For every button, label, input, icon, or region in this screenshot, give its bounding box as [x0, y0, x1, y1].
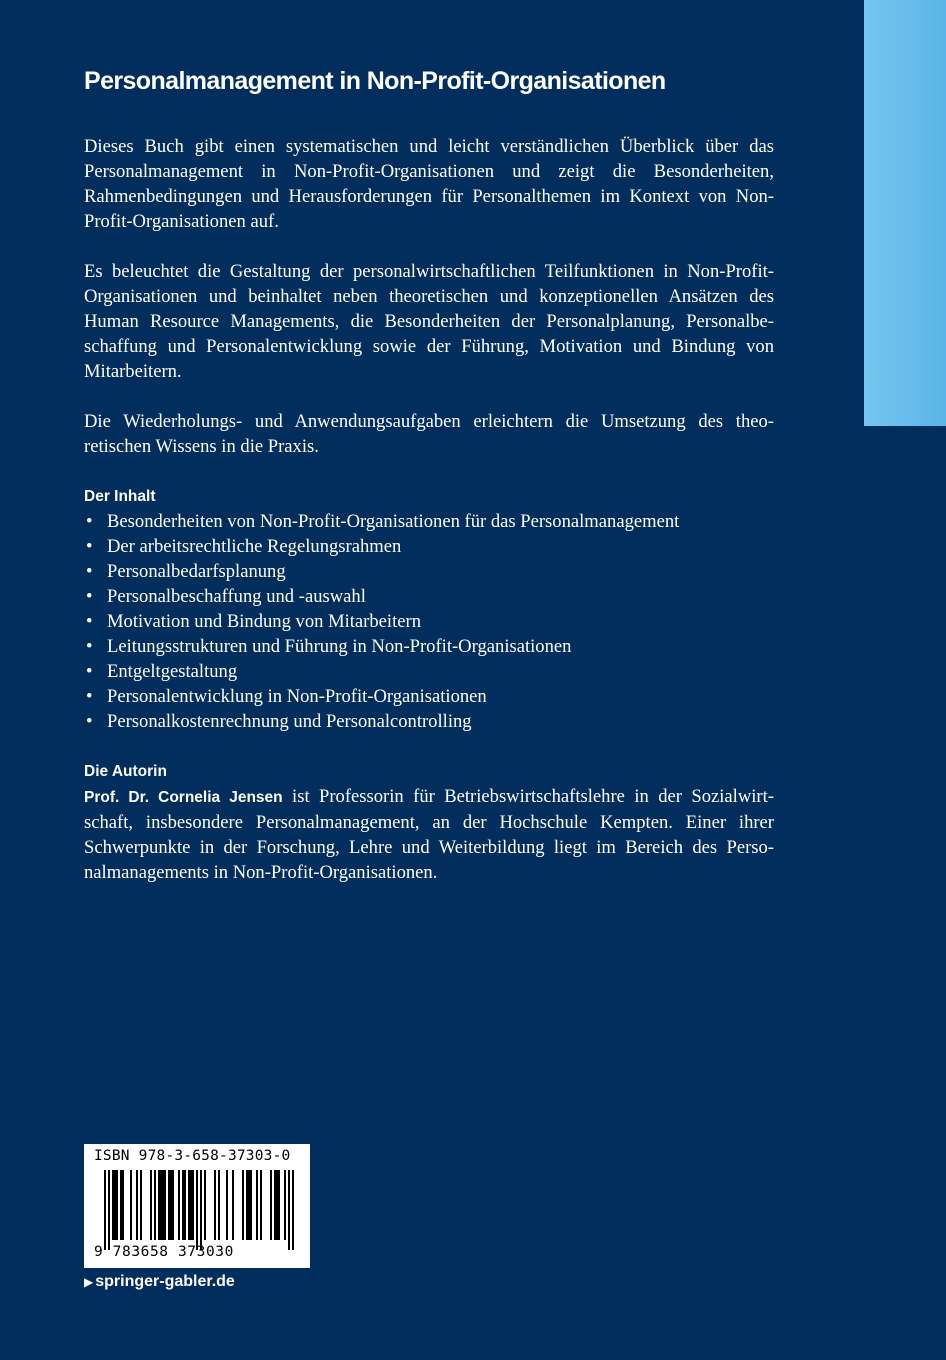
- barcode-bar: [158, 1170, 160, 1240]
- author-name: Prof. Dr. Cornelia Jensen: [84, 789, 283, 806]
- barcode-bar: [130, 1170, 132, 1240]
- barcode-bar: [122, 1170, 124, 1240]
- list-item: • Personalkostenrechnung und Personalcontrolling: [86, 711, 472, 732]
- barcode-bar: [246, 1170, 248, 1240]
- author-heading: Die Autorin: [84, 763, 167, 780]
- list-item: • Leitungsstrukturen und Führung in Non-Profit-Organisationen: [86, 636, 572, 657]
- contents-list: [84, 509, 774, 734]
- barcode-bar: [114, 1170, 116, 1240]
- barcode-bar: [242, 1170, 244, 1240]
- bullet-icon: •: [86, 586, 93, 607]
- barcode-bar: [284, 1170, 286, 1240]
- barcode-bar: [108, 1170, 110, 1250]
- list-item: • Personalbeschaffung und -auswahl: [86, 586, 366, 607]
- barcode-bar: [116, 1170, 118, 1240]
- list-item: • Personalentwicklung in Non-Profit-Organisationen: [86, 686, 487, 707]
- description-paragraph-1: Dieses Buch gibt einen systematischen und leicht verständlichen Überblick über das Personalmanagement in Non-Profit-Organisationen und zeigt die Besonderheiten, Rahmenbedingungen und Herausforderungen für Personalthemen im Kontext von Non-Profit-Organisationen auf.: [84, 136, 774, 232]
- barcode-bar: [178, 1170, 180, 1240]
- list-item: • Motivation und Bindung von Mitarbeitern: [86, 611, 421, 632]
- barcode-bar: [104, 1170, 106, 1250]
- barcode-bar: [162, 1170, 164, 1240]
- accent-bar: [864, 0, 946, 426]
- isbn-barcode: [84, 1144, 310, 1268]
- barcode-bar: [276, 1170, 278, 1240]
- barcode-bar: [214, 1170, 216, 1240]
- description-paragraph-2: Es beleuchtet die Gestaltung der personalwirtschaftlichen Teilfunktionen in Non-Profit-Organisationen und beinhaltet neben theoretischen und konzeptionellen Ansätzen des Human Resource Managements, die Besonderheiten der Personalplanung, Personalbe-schaffung und Personalentwicklung sowie der Führung, Motivation und Bindung von Mitarbeitern.: [84, 261, 774, 382]
- bullet-icon: •: [86, 611, 93, 632]
- barcode-bar: [196, 1170, 198, 1250]
- barcode-bar: [154, 1170, 156, 1240]
- barcode-bar: [288, 1170, 290, 1250]
- barcode-bar: [170, 1170, 172, 1240]
- bullet-icon: •: [86, 511, 93, 532]
- barcode-bar: [256, 1170, 258, 1240]
- bullet-icon: •: [86, 711, 93, 732]
- description-paragraph-3: Die Wiederholungs- und Anwendungsaufgaben erleichtern die Umsetzung des theo-retischen Wissens in die Praxis.: [84, 411, 774, 457]
- back-cover-text: [84, 66, 774, 885]
- barcode-bar: [274, 1170, 276, 1240]
- barcode-bar: [250, 1170, 252, 1240]
- barcode-bar: [218, 1170, 220, 1240]
- barcode-bar: [182, 1170, 184, 1240]
- arrow-right-icon: ▶: [84, 1275, 94, 1289]
- barcode-bar: [120, 1170, 122, 1240]
- bullet-icon: •: [86, 561, 93, 582]
- barcode-bar: [160, 1170, 162, 1240]
- author-bio: [84, 784, 774, 885]
- publisher-website[interactable]: [84, 1273, 235, 1291]
- barcode-bar: [172, 1170, 174, 1240]
- bullet-icon: •: [86, 661, 93, 682]
- list-item: • Der arbeitsrechtliche Regelungsrahmen: [86, 536, 402, 557]
- barcode-bar: [192, 1170, 194, 1240]
- barcode-bar: [112, 1170, 114, 1240]
- bullet-icon: •: [86, 686, 93, 707]
- list-item: • Entgeltgestaltung: [86, 661, 238, 682]
- barcode-bar: [184, 1170, 186, 1240]
- list-item: • Personalbedarfsplanung: [86, 561, 286, 582]
- contents-heading: Der Inhalt: [84, 488, 156, 505]
- isbn-label: ISBN 978-3-658-37303-0: [94, 1148, 291, 1164]
- barcode-bar: [164, 1170, 166, 1240]
- barcode-bar: [188, 1170, 190, 1240]
- ean-digits: 9 783658 373030: [94, 1244, 234, 1260]
- barcode-bar: [168, 1170, 170, 1240]
- barcode-bar: [292, 1170, 294, 1250]
- barcode-bar: [248, 1170, 250, 1240]
- bullet-icon: •: [86, 636, 93, 657]
- barcode-bar: [140, 1170, 142, 1240]
- author-bio-text: ist Professorin für Betriebswirtschaftslehre in der Sozialwirt-schaft, insbesondere Personalmanagement, an der Hochschule Kempten. Einer ihrer Schwerpunkte in der Forschung, Lehre und Weiterbildung liegt im Bereich des Perso-nalmanagements in Non-Profit-Organisationen.: [84, 786, 774, 883]
- barcode-bar: [136, 1170, 138, 1240]
- bullet-icon: •: [86, 536, 93, 557]
- barcode-bar: [204, 1170, 206, 1240]
- barcode-bar: [278, 1170, 280, 1240]
- barcode-bar: [190, 1170, 192, 1240]
- barcode-bar: [150, 1170, 152, 1240]
- barcode-bar: [226, 1170, 228, 1240]
- website-url: springer-gabler.de: [95, 1273, 235, 1290]
- barcode-bar: [260, 1170, 262, 1240]
- book-title: Personalmanagement in Non-Profit-Organisationen: [84, 67, 666, 95]
- barcode-bar: [200, 1170, 202, 1250]
- list-item: • Besonderheiten von Non-Profit-Organisationen für das Personalmanagement: [86, 511, 680, 532]
- barcode-bar: [270, 1170, 272, 1240]
- barcode-bar: [232, 1170, 234, 1240]
